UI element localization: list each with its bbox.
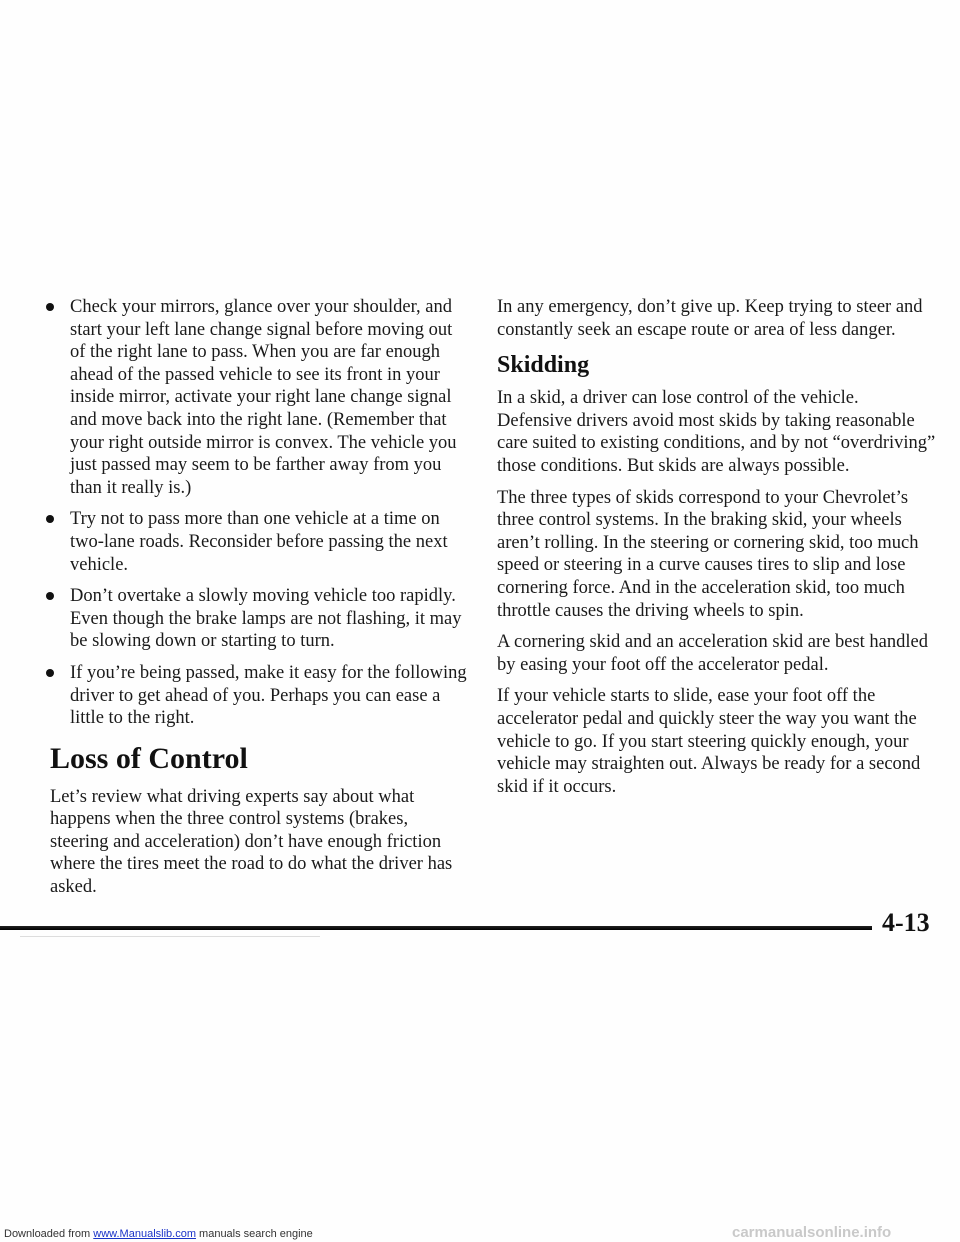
page-number: 4-13 <box>882 908 930 937</box>
section-heading-loss-of-control: Loss of Control <box>50 741 248 775</box>
bullet-icon <box>46 515 54 523</box>
bullet-icon <box>46 303 54 311</box>
faint-divider <box>20 936 320 937</box>
emergency-paragraph: In any emergency, don’t give up. Keep trying to steer and constantly seek an escape route or area of less danger. <box>497 297 923 340</box>
skidding-paragraph: The three types of skids correspond to your Chevrolet’s three control systems. In the braking skid, your wheels aren’t rolling. In the steering or cornering skid, too much speed or steering in a curve causes tires to slip and lose cornering force. And in the acceleration skid, too much throttle causes the driving wheels to spin. <box>497 487 919 621</box>
list-item <box>50 508 470 576</box>
list-item <box>50 585 470 653</box>
download-footer <box>4 1228 313 1240</box>
manualslib-link[interactable]: www.Manualslib.com <box>93 1228 196 1240</box>
bullet-icon <box>46 592 54 600</box>
skidding-paragraph: If your vehicle starts to slide, ease your foot off the accelerator pedal and quickly steer the way you want the vehicle to go. If you start steering quickly enough, your vehicle may straighten out. Always be ready for a second skid if it occurs. <box>497 686 921 797</box>
list-item <box>50 296 470 499</box>
skidding-paragraph: In a skid, a driver can lose control of the vehicle. Defensive drivers avoid most skids by taking reasonable care suited to existing conditions, and by not “overdriving” those conditions. But skids are always possible. <box>497 388 936 476</box>
bullet-text: Check your mirrors, glance over your shoulder, and start your left lane change signal before moving out of the right lane to pass. When you are far enough ahead of the passed vehicle to see its front in your inside mirror, activate your right lane change signal and move back into the right lane. (Remember that your right outside mirror is convex. The vehicle you just passed may seem to be farther away from you than it really is.) <box>70 297 457 498</box>
section-heading-skidding: Skidding <box>497 352 590 379</box>
watermark: carmanualsonline.info <box>732 1224 892 1241</box>
bullet-text: If you’re being passed, make it easy for the following driver to get ahead of you. Perhaps you can ease a little to the right. <box>70 662 467 729</box>
left-column <box>50 296 470 908</box>
bullet-text: Try not to pass more than one vehicle at a time on two-lane roads. Reconsider before passing the next vehicle. <box>70 509 448 575</box>
loss-of-control-paragraph: Let’s review what driving experts say about what happens when the three control systems (brakes, steering and acceleration) don’t have enough friction where the tires meet the road to do what the driver has asked. <box>50 786 453 898</box>
footer-rule <box>0 926 872 930</box>
bullet-text: Don’t overtake a slowly moving vehicle too rapidly. Even though the brake lamps are not flashing, it may be slowing down or starting to turn. <box>70 586 462 652</box>
passing-tips-list <box>50 296 470 730</box>
right-column <box>497 296 937 807</box>
footer-prefix: Downloaded from <box>4 1228 94 1240</box>
bullet-icon <box>46 669 54 677</box>
skidding-paragraph: A cornering skid and an acceleration skid are best handled by easing your foot off the accelerator pedal. <box>497 632 928 675</box>
footer-suffix: manuals search engine <box>195 1228 313 1240</box>
list-item <box>50 662 470 730</box>
